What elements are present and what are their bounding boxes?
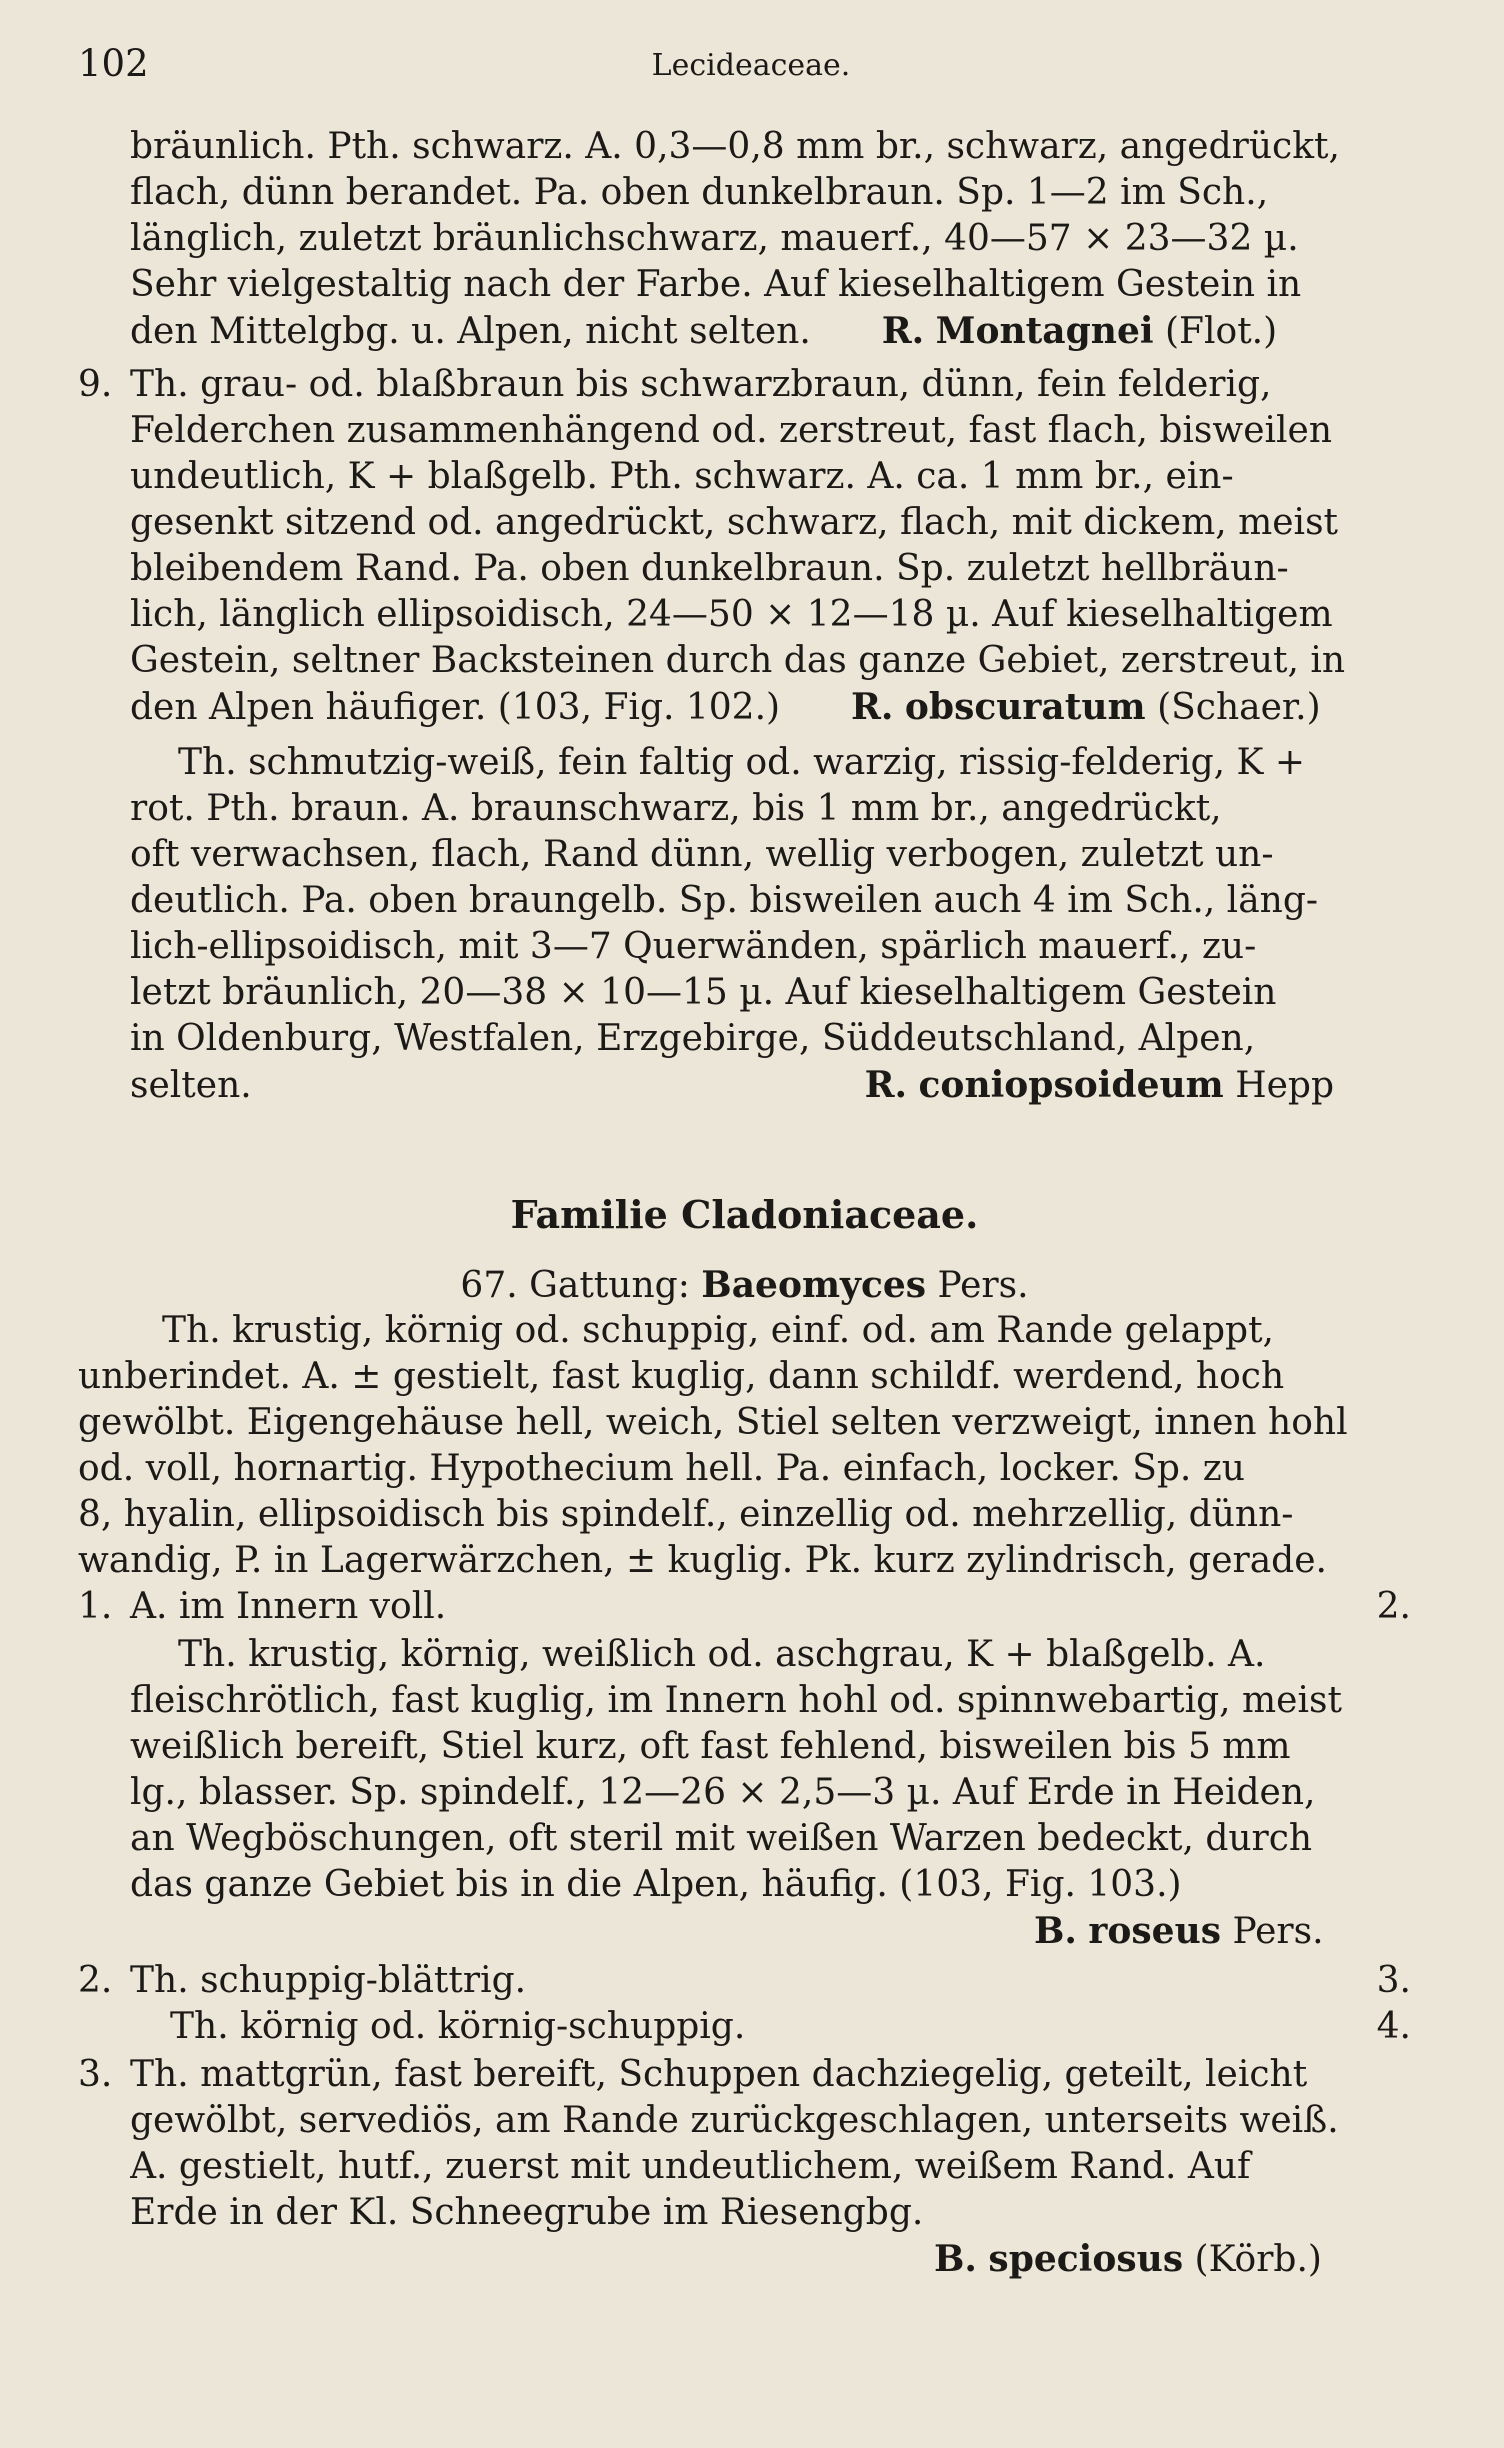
species-name: Montagnei [935, 310, 1154, 352]
text-line: undeutlich, K + blaßgelb. Pth. schwarz. A. ca. 1 mm br., ein- [130, 456, 1234, 497]
species-line [1034, 1908, 1411, 1954]
text-line: Erde in der Kl. Schneegrube im Riesengbg. [130, 2192, 924, 2233]
key-number: 2. [78, 1960, 113, 2001]
text-line: bleibendem Rand. Pa. oben dunkelbraun. Sp. zuletzt hellbräun- [130, 548, 1289, 589]
text-line: länglich, zuletzt bräunlichschwarz, mauerf., 40—57 × 23—32 µ. [130, 218, 1299, 259]
page-number: 102 [78, 42, 149, 85]
running-title: Lecideaceae. [651, 48, 851, 83]
text-line: oft verwachsen, flach, Rand dünn, wellig verbogen, zuletzt un- [130, 834, 1274, 875]
key-reference: 2. [1376, 1586, 1411, 1627]
text-line: deutlich. Pa. oben braungelb. Sp. bisweilen auch 4 im Sch., läng- [130, 880, 1319, 921]
genus-author: Pers. [937, 1265, 1029, 1306]
entry-number: 9. [78, 364, 113, 405]
family-heading: Familie Cladoniaceae. [510, 1192, 979, 1237]
key-number: 3. [78, 2054, 113, 2095]
species-genus: R. [881, 310, 925, 352]
text-line: gesenkt sitzend od. angedrückt, schwarz, flach, mit dickem, meist [130, 502, 1339, 543]
species-author: (Flot.) [1164, 311, 1278, 352]
text-line: rot. Pth. braun. A. braunschwarz, bis 1 mm br., angedrückt, [130, 788, 1222, 829]
text-line: an Wegböschungen, oft steril mit weißen Warzen bedeckt, durch [130, 1818, 1313, 1859]
species-author: Pers. [1232, 1911, 1324, 1952]
text-line [78, 362, 1411, 408]
text-line: Gestein, seltner Backsteinen durch das ganze Gebiet, zerstreut, in [130, 640, 1346, 681]
text-line: bräunlich. Pth. schwarz. A. 0,3—0,8 mm br., schwarz, angedrückt, [130, 126, 1340, 167]
text-fragment: selten. [130, 1065, 252, 1106]
text-line: flach, dünn berandet. Pa. oben dunkelbraun. Sp. 1—2 im Sch., [130, 172, 1269, 213]
species-name: roseus [1088, 1910, 1222, 1952]
key-number: 1. [78, 1586, 113, 1627]
text-line: in Oldenburg, Westfalen, Erzgebirge, Süddeutschland, Alpen, [130, 1018, 1256, 1059]
key-line [78, 1958, 1411, 2004]
text-line: Felderchen zusammenhängend od. zerstreut, fast flach, bisweilen [130, 410, 1333, 451]
species-genus: B. [934, 2238, 977, 2280]
species-line [934, 2236, 1411, 2282]
species-genus: B. [1034, 1910, 1077, 1952]
key-line [78, 1584, 1411, 1630]
key-reference: 4. [1376, 2006, 1411, 2047]
text-line: weißlich bereift, Stiel kurz, oft fast fehlend, bisweilen bis 5 mm [130, 1726, 1291, 1767]
species-author: (Schaer.) [1157, 687, 1321, 728]
genus-label: 67. Gattung: [460, 1265, 690, 1306]
key-text: A. im Innern voll. [130, 1586, 447, 1627]
text-line: lich, länglich ellipsoidisch, 24—50 × 12—18 µ. Auf kieselhaltigem [130, 594, 1333, 635]
text-line: Th. schmutzig-weiß, fein faltig od. warzig, rissig-felderig, K + [178, 742, 1306, 783]
text-line: letzt bräunlich, 20—38 × 10—15 µ. Auf kieselhaltigem Gestein [130, 972, 1277, 1013]
species-author: (Körb.) [1194, 2239, 1322, 2280]
key-text: Th. schuppig-blättrig. [130, 1960, 527, 2001]
text-line: A. gestielt, hutf., zuerst mit undeutlichem, weißem Rand. Auf [130, 2146, 1251, 2187]
text-fragment: Th. mattgrün, fast bereift, Schuppen dachziegelig, geteilt, leicht [130, 2054, 1308, 2095]
text-line [130, 1062, 1411, 1108]
text-line: gewölbt. Eigengehäuse hell, weich, Stiel selten verzweigt, innen hohl [78, 1402, 1348, 1443]
text-line: das ganze Gebiet bis in die Alpen, häufig. (103, Fig. 103.) [130, 1864, 1182, 1905]
text-line: wandig, P. in Lagerwärzchen, ± kuglig. Pk. kurz zylindrisch, gerade. [78, 1540, 1327, 1581]
key-reference: 3. [1376, 1960, 1411, 2001]
text-line: gewölbt, servediös, am Rande zurückgeschlagen, unterseits weiß. [130, 2100, 1339, 2141]
text-fragment: den Alpen häufiger. (103, Fig. 102.) [130, 687, 781, 728]
text-line [130, 308, 1411, 354]
species-author: Hepp [1235, 1065, 1335, 1106]
text-line: Th. krustig, körnig od. schuppig, einf. od. am Rande gelappt, [162, 1310, 1274, 1351]
text-line: unberindet. A. ± gestielt, fast kuglig, dann schildf. werdend, hoch [78, 1356, 1285, 1397]
text-line: od. voll, hornartig. Hypothecium hell. Pa. einfach, locker. Sp. zu [78, 1448, 1245, 1489]
text-line: fleischrötlich, fast kuglig, im Innern hohl od. spinnwebartig, meist [130, 1680, 1342, 1721]
species-genus: R. [850, 686, 894, 728]
species-genus: R. [864, 1064, 908, 1106]
species-name: speciosus [988, 2238, 1184, 2280]
text-line: lg., blasser. Sp. spindelf., 12—26 × 2,5—3 µ. Auf Erde in Heiden, [130, 1772, 1316, 1813]
text-fragment: Th. grau- od. blaßbraun bis schwarzbraun, dünn, fein felderig, [130, 364, 1272, 405]
text-line: lich-ellipsoidisch, mit 3—7 Querwänden, spärlich mauerf., zu- [130, 926, 1257, 967]
key-text: Th. körnig od. körnig-schuppig. [170, 2006, 746, 2047]
text-line: Sehr vielgestaltig nach der Farbe. Auf kieselhaltigem Gestein in [130, 264, 1302, 305]
text-line: 8, hyalin, ellipsoidisch bis spindelf., einzellig od. mehrzellig, dünn- [78, 1494, 1294, 1535]
key-line [78, 2052, 1411, 2098]
species-name: obscuratum [904, 686, 1146, 728]
text-line: Th. krustig, körnig, weißlich od. aschgrau, K + blaßgelb. A. [178, 1634, 1266, 1675]
text-line [130, 684, 1411, 730]
key-line [170, 2004, 1411, 2050]
text-fragment: den Mittelgbg. u. Alpen, nicht selten. [130, 311, 811, 352]
genus-name: Baeomyces [701, 1264, 927, 1306]
species-name: coniopsoideum [918, 1064, 1224, 1106]
genus-heading [78, 1262, 1411, 1308]
page-header [78, 42, 1424, 92]
